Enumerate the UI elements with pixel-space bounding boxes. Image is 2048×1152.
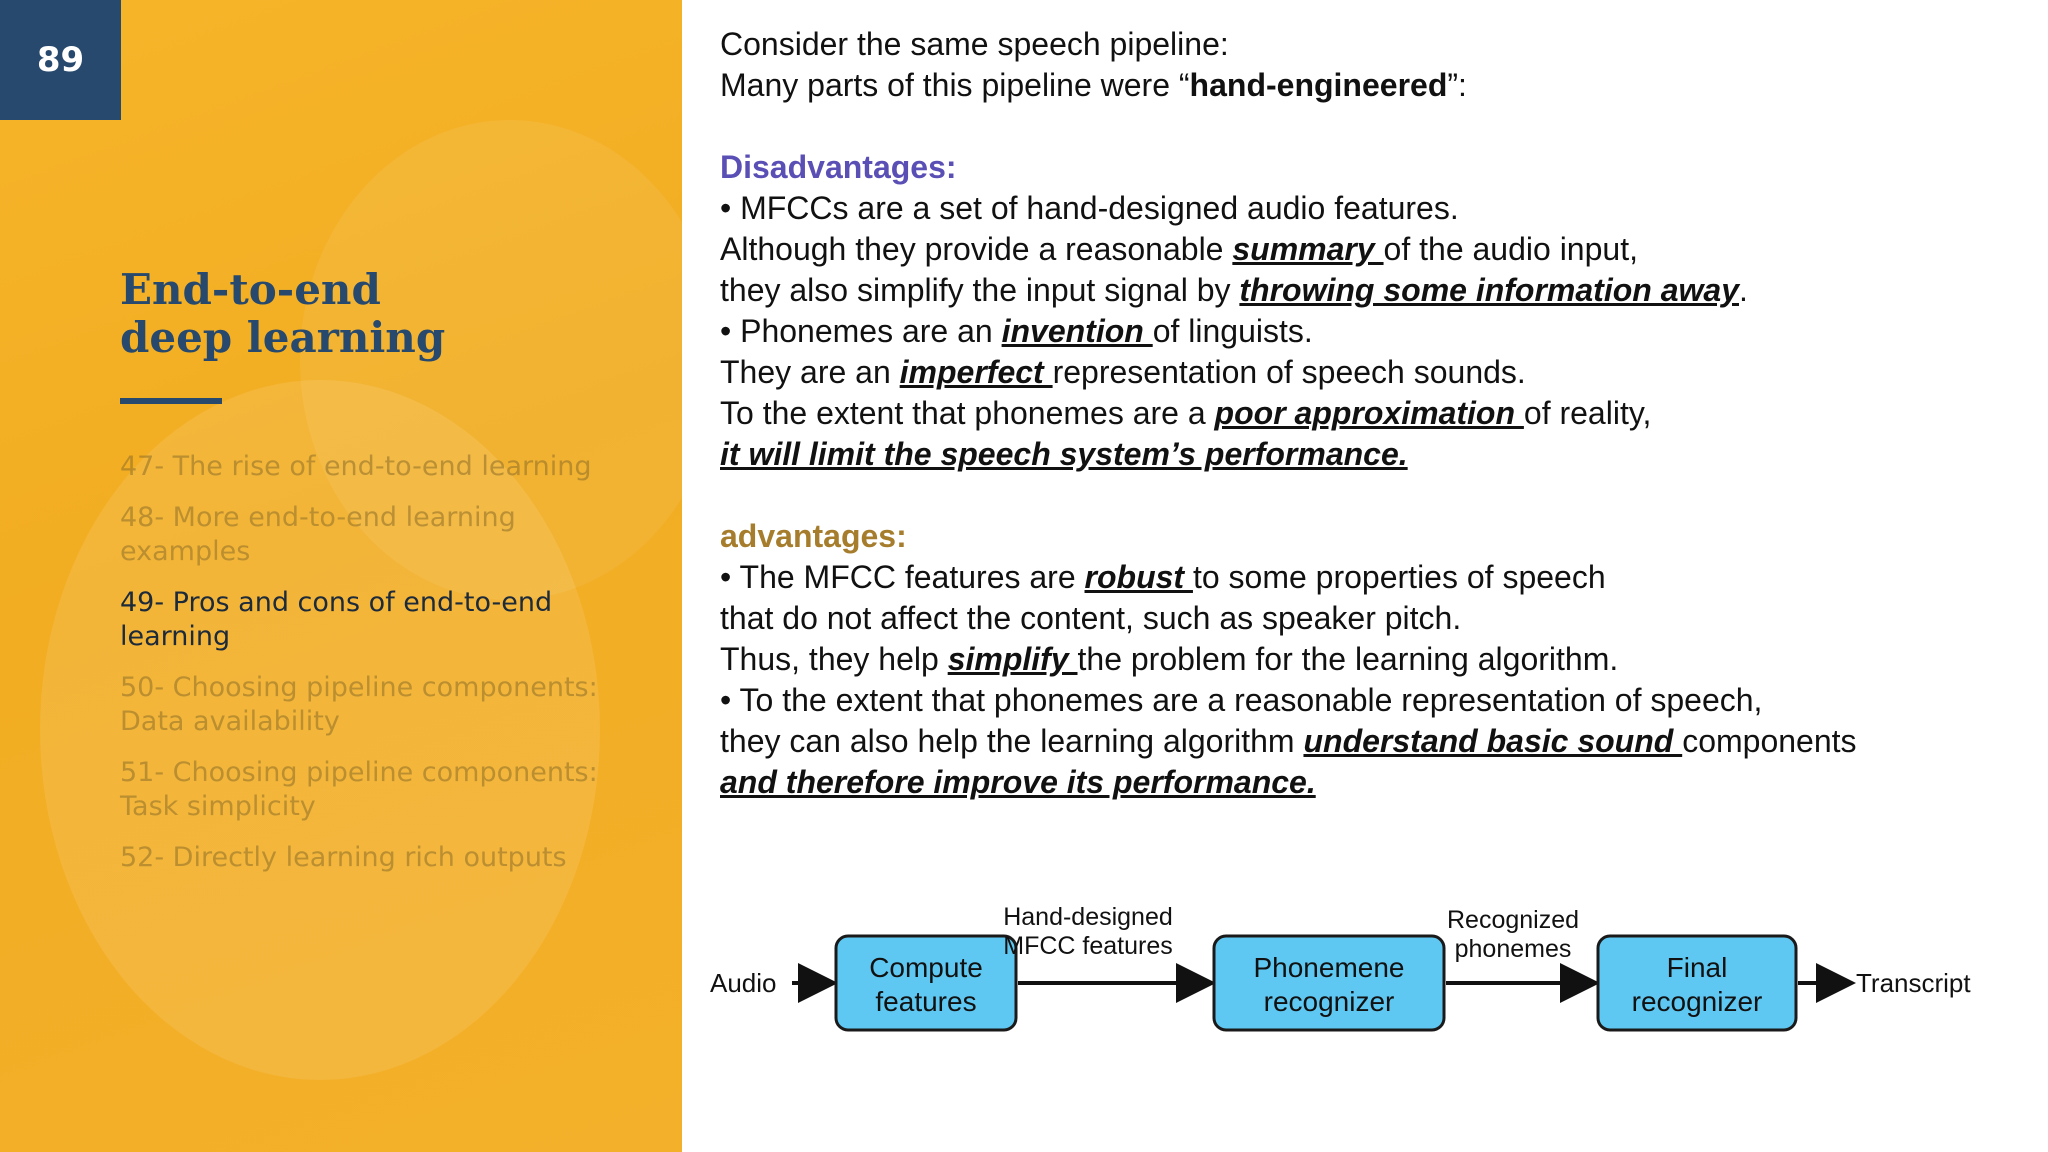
box-label: recognizer	[1631, 986, 1763, 1017]
text: Although they provide a reasonable	[720, 231, 1233, 267]
text: .	[1738, 272, 1748, 308]
text: of the audio input,	[1383, 231, 1638, 267]
text: ”:	[1447, 67, 1467, 103]
body-line	[720, 557, 2010, 598]
body-line	[720, 311, 2010, 352]
sidebar-panel	[0, 0, 682, 1152]
text: they can also help the learning algorithm	[720, 723, 1304, 759]
bold-text: hand-engineered	[1189, 67, 1448, 103]
text: components	[1682, 723, 1857, 759]
title-underline	[120, 398, 222, 404]
edge-label: Hand-designed	[1003, 903, 1173, 931]
text: of linguists.	[1152, 313, 1313, 349]
emphasis-text: summary	[1232, 231, 1384, 267]
toc-item-active[interactable]: 49- Pros and cons of end-to-end learning	[120, 587, 553, 652]
pipeline-diagram	[700, 890, 1990, 1070]
toc-item[interactable]: 48- More end-to-end learning examples	[120, 502, 516, 567]
body-line	[720, 352, 2010, 393]
text: They are an	[720, 354, 900, 390]
body-line	[720, 680, 2010, 721]
text: representation of speech sounds.	[1052, 354, 1526, 390]
box-label: Phonemene	[1253, 952, 1405, 983]
page-number: 89	[36, 40, 85, 80]
text: of reality,	[1523, 395, 1652, 431]
text: • Phonemes are an	[720, 313, 1002, 349]
emphasis-text: poor approximation	[1214, 395, 1524, 431]
diagram-output-label: Transcript	[1856, 968, 1971, 998]
emphasis-text: robust	[1084, 559, 1193, 595]
disadvantages-heading	[720, 147, 2010, 188]
emphasis-text: and therefore improve its performance.	[720, 764, 1316, 800]
body-line	[720, 393, 2010, 434]
advantages-heading	[720, 516, 2010, 557]
edge-label: MFCC features	[1003, 932, 1173, 960]
section-title-line: End-to-end	[120, 265, 381, 314]
edge-label: phonemes	[1454, 935, 1572, 963]
emphasis-text: throwing some information away	[1239, 272, 1739, 308]
emphasis-text: imperfect	[899, 354, 1053, 390]
box-label: recognizer	[1263, 986, 1395, 1017]
body-line	[720, 434, 2010, 475]
body-line	[720, 598, 2010, 639]
box-label: features	[875, 986, 977, 1017]
box-label: Final	[1666, 952, 1728, 983]
toc-item[interactable]: 47- The rise of end-to-end learning	[120, 451, 592, 482]
emphasis-text: understand basic sound	[1303, 723, 1683, 759]
spacer	[720, 106, 2010, 147]
heading-text: advantages:	[720, 518, 907, 554]
body-line	[720, 762, 2010, 803]
body-line	[720, 270, 2010, 311]
text: To the extent that phonemes are a	[720, 395, 1215, 431]
body-line	[720, 229, 2010, 270]
page-number-badge	[0, 0, 121, 120]
body-line	[720, 721, 2010, 762]
body-line	[720, 188, 2010, 229]
section-title-line: deep learning	[120, 313, 446, 362]
emphasis-text: simplify	[947, 641, 1078, 677]
text: Thus, they help	[720, 641, 948, 677]
intro-line	[720, 24, 2010, 65]
body-line	[720, 639, 2010, 680]
emphasis-text: it will limit the speech system’s performance.	[720, 436, 1408, 472]
heading-text: Disadvantages:	[720, 149, 957, 185]
text: Consider the same speech pipeline:	[720, 26, 1229, 62]
toc-item[interactable]: 50- Choosing pipeline components: Data availability	[120, 672, 598, 737]
toc-item[interactable]: 52- Directly learning rich outputs	[120, 842, 567, 873]
text: • MFCCs are a set of hand-designed audio features.	[720, 190, 1459, 226]
table-of-contents	[120, 450, 620, 892]
toc-item[interactable]: 51- Choosing pipeline components: Task simplicity	[120, 757, 598, 822]
text: the problem for the learning algorithm.	[1077, 641, 1619, 677]
text: • The MFCC features are	[720, 559, 1085, 595]
intro-line	[720, 65, 2010, 106]
emphasis-text: invention	[1001, 313, 1153, 349]
text: they also simplify the input signal by	[720, 272, 1240, 308]
section-title	[120, 266, 640, 362]
text: to some properties of speech	[1192, 559, 1606, 595]
box-label: Compute	[869, 952, 983, 983]
text: • To the extent that phonemes are a reasonable representation of speech,	[720, 682, 1763, 718]
text: Many parts of this pipeline were “	[720, 67, 1190, 103]
edge-label: Recognized	[1446, 906, 1580, 934]
pipeline-diagram-svg	[700, 890, 1990, 1070]
diagram-input-label: Audio	[710, 968, 777, 998]
spacer	[720, 475, 2010, 516]
text: that do not affect the content, such as speaker pitch.	[720, 600, 1462, 636]
slide-body	[720, 24, 2010, 803]
